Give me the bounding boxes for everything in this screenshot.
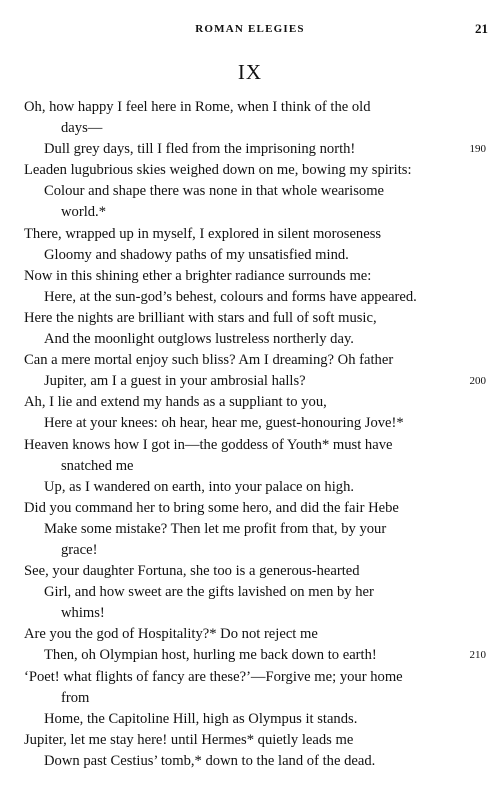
- poem-line-text: Jupiter, am I a guest in your ambrosial halls?: [44, 373, 306, 390]
- poem-line-text: See, your daughter Fortuna, she too is a generous-hearted: [24, 563, 360, 580]
- page-header: [0, 20, 500, 40]
- poem-line: [0, 266, 500, 287]
- poem-line-text: snatched me: [61, 457, 134, 474]
- poem-line-text: Can a mere mortal enjoy such bliss? Am I dreaming? Oh father: [24, 352, 394, 369]
- poem-line-text: grace!: [61, 541, 98, 558]
- poem-line: [0, 730, 500, 751]
- poem-line: [0, 519, 500, 540]
- poem-line: [0, 160, 500, 181]
- poem-line: [0, 118, 500, 139]
- poem-line-text: ‘Poet! what flights of fancy are these?’—Forgive me; your home: [24, 668, 403, 685]
- poem-line-text: whims!: [61, 605, 105, 622]
- poem-body: [0, 97, 500, 772]
- poem-line: [0, 371, 500, 392]
- poem-line: [0, 751, 500, 772]
- poem-line-text: Here the nights are brilliant with stars and full of soft music,: [24, 309, 377, 326]
- poem-line-text: Jupiter, let me stay here! until Hermes* quietly leads me: [24, 731, 354, 748]
- line-number: 200: [469, 375, 486, 388]
- poem-line-text: Leaden lugubrious skies weighed down on me, bowing my spirits:: [24, 162, 412, 179]
- poem-line: [0, 97, 500, 118]
- poem-line-text: Dull grey days, till I fled from the imprisoning north!: [44, 141, 356, 158]
- poem-line-text: And the moonlight outglows lustreless northerly day.: [44, 331, 354, 348]
- poem-line-text: Here, at the sun-god’s behest, colours and forms have appeared.: [44, 288, 417, 305]
- poem-line: [0, 709, 500, 730]
- poem-line: [0, 561, 500, 582]
- poem-line-text: Home, the Capitoline Hill, high as Olympus it stands.: [44, 710, 358, 727]
- poem-line-text: days—: [61, 120, 103, 137]
- running-title: ROMAN ELEGIES: [195, 23, 305, 35]
- poem-line: [0, 456, 500, 477]
- poem-line: [0, 181, 500, 202]
- poem-line-text: Up, as I wandered on earth, into your palace on high.: [44, 478, 355, 495]
- line-number: 190: [469, 143, 486, 156]
- poem-line-text: Here at your knees: oh hear, hear me, guest-honouring Jove!*: [44, 415, 404, 432]
- poem-line-text: Make some mistake? Then let me profit from that, by your: [44, 520, 387, 537]
- poem-line-text: Ah, I lie and extend my hands as a suppliant to you,: [24, 394, 327, 411]
- poem-line: [0, 350, 500, 371]
- poem-line: [0, 224, 500, 245]
- poem-line: [0, 435, 500, 456]
- poem-line: [0, 667, 500, 688]
- poem-line-text: There, wrapped up in myself, I explored in silent moroseness: [24, 225, 382, 242]
- poem-line-text: world.*: [61, 204, 106, 221]
- poem-line-text: Heaven knows how I got in—the goddess of Youth* must have: [24, 436, 393, 453]
- poem-line: [0, 139, 500, 160]
- poem-line-text: Are you the god of Hospitality?* Do not reject me: [24, 626, 318, 643]
- poem-line-text: Now in this shining ether a brighter radiance surrounds me:: [24, 267, 372, 284]
- poem-line: [0, 329, 500, 350]
- poem-line-text: Gloomy and shadowy paths of my unsatisfied mind.: [44, 246, 349, 263]
- poem-line-text: Did you command her to bring some hero, and did the fair Hebe: [24, 499, 399, 516]
- poem-line: [0, 392, 500, 413]
- poem-line: [0, 477, 500, 498]
- poem-line-text: Colour and shape there was none in that whole wearisome: [44, 183, 385, 200]
- poem-line: [0, 540, 500, 561]
- poem-line: [0, 624, 500, 645]
- poem-line: [0, 202, 500, 223]
- page-number: 21: [475, 21, 488, 36]
- poem-line-text: from: [61, 689, 90, 706]
- poem-line: [0, 287, 500, 308]
- poem-line-text: Down past Cestius’ tomb,* down to the land of the dead.: [44, 752, 376, 769]
- poem-line-text: Girl, and how sweet are the gifts lavished on men by her: [44, 584, 374, 601]
- poem-line-text: Then, oh Olympian host, hurling me back down to earth!: [44, 647, 377, 664]
- poem-line: [0, 308, 500, 329]
- poem-line: [0, 645, 500, 666]
- poem-line: [0, 498, 500, 519]
- line-number: 210: [469, 649, 486, 662]
- poem-line-text: Oh, how happy I feel here in Rome, when I think of the old: [24, 99, 371, 115]
- section-title: IX: [237, 60, 263, 84]
- poem-line: [0, 582, 500, 603]
- poem-line: [0, 413, 500, 434]
- poem-line: [0, 688, 500, 709]
- poem-line: [0, 245, 500, 266]
- poem-line: [0, 603, 500, 624]
